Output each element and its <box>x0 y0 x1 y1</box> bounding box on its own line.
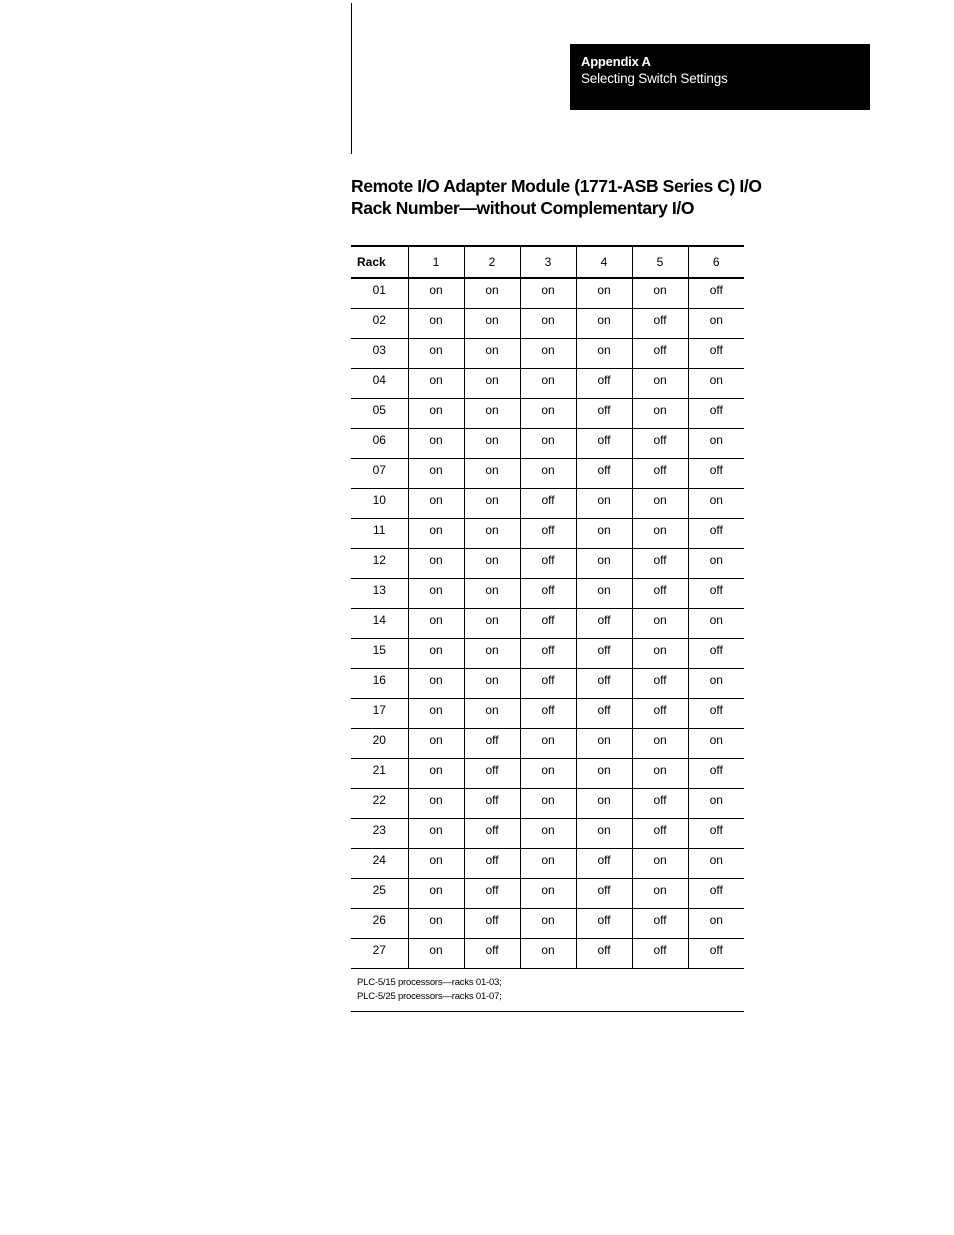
table-body <box>351 278 744 968</box>
switch-setting-cell: on <box>520 368 576 398</box>
switch-setting-cell: on <box>408 698 464 728</box>
switch-setting-cell: off <box>576 938 632 968</box>
rack-number-cell: 04 <box>372 373 386 387</box>
table-row <box>351 548 744 578</box>
switch-setting-cell: on <box>464 488 520 518</box>
switch-setting-cell: on <box>408 878 464 908</box>
switch-setting-cell: on <box>464 428 520 458</box>
switch-setting-cell: on <box>408 788 464 818</box>
rack-number-cell: 17 <box>372 703 386 717</box>
table-row <box>351 938 744 968</box>
switch-setting-cell: on <box>632 278 688 308</box>
switch-setting-cell: on <box>576 338 632 368</box>
switch-setting-cell: on <box>688 908 744 938</box>
switch-setting-cell: on <box>576 758 632 788</box>
switch-setting-cell: on <box>632 878 688 908</box>
switch-setting-cell: on <box>576 488 632 518</box>
switch-setting-cell: off <box>688 518 744 548</box>
rack-number-cell: 25 <box>372 883 386 897</box>
rack-number-cell: 02 <box>372 313 386 327</box>
switch-setting-cell: on <box>464 398 520 428</box>
rack-number-cell: 22 <box>372 793 386 807</box>
column-header-switch-1: 1 <box>408 246 464 278</box>
switch-setting-cell: on <box>408 278 464 308</box>
switch-setting-cell: on <box>408 938 464 968</box>
section-label: Selecting Switch Settings <box>581 71 728 86</box>
switch-setting-cell: on <box>632 758 688 788</box>
switch-setting-cell: on <box>520 908 576 938</box>
table-row <box>351 578 744 608</box>
switch-setting-cell: off <box>576 398 632 428</box>
switch-setting-cell: on <box>576 548 632 578</box>
rack-number-cell: 24 <box>372 853 386 867</box>
switch-setting-cell: off <box>576 878 632 908</box>
switch-setting-cell: on <box>688 848 744 878</box>
switch-setting-cell: on <box>408 458 464 488</box>
switch-setting-cell: on <box>408 368 464 398</box>
switch-setting-cell: off <box>632 428 688 458</box>
switch-setting-cell: on <box>464 578 520 608</box>
column-header-switch-3: 3 <box>520 246 576 278</box>
switch-setting-cell: on <box>632 398 688 428</box>
switch-setting-cell: on <box>408 758 464 788</box>
switch-setting-cell: on <box>632 728 688 758</box>
switch-setting-cell: off <box>688 938 744 968</box>
margin-rule <box>351 3 352 154</box>
switch-setting-cell: on <box>408 548 464 578</box>
table-row <box>351 368 744 398</box>
switch-setting-cell: on <box>464 548 520 578</box>
switch-setting-cell: on <box>464 668 520 698</box>
switch-setting-cell: on <box>632 608 688 638</box>
rack-number-cell: 12 <box>372 553 386 567</box>
rack-number-cell: 01 <box>372 283 386 298</box>
switch-setting-cell: on <box>520 938 576 968</box>
switch-setting-cell: on <box>632 488 688 518</box>
rack-number-cell: 14 <box>372 613 386 627</box>
switch-setting-cell: off <box>464 878 520 908</box>
switch-setting-cell: off <box>576 428 632 458</box>
appendix-label: Appendix A <box>581 54 651 69</box>
table-row <box>351 428 744 458</box>
switch-setting-cell: on <box>408 428 464 458</box>
switch-setting-cell: off <box>576 848 632 878</box>
rack-number-cell: 27 <box>372 943 386 957</box>
footnote-line: PLC-5/15 processors—racks 01-03; <box>357 977 502 988</box>
switch-setting-cell: off <box>688 278 744 308</box>
table-row <box>351 398 744 428</box>
table-row <box>351 848 744 878</box>
switch-setting-cell: off <box>576 638 632 668</box>
table-row <box>351 608 744 638</box>
switch-setting-cell: on <box>632 518 688 548</box>
switch-setting-cell: off <box>688 458 744 488</box>
switch-setting-cell: off <box>576 698 632 728</box>
switch-setting-cell: on <box>632 368 688 398</box>
column-header-switch-2: 2 <box>464 246 520 278</box>
switch-setting-cell: on <box>520 308 576 338</box>
switch-setting-cell: on <box>576 788 632 818</box>
column-header-switch-4: 4 <box>576 246 632 278</box>
table-row <box>351 728 744 758</box>
switch-setting-cell: off <box>688 578 744 608</box>
switch-setting-cell: on <box>688 728 744 758</box>
table-row <box>351 878 744 908</box>
switch-setting-cell: off <box>632 338 688 368</box>
switch-setting-cell: off <box>464 908 520 938</box>
switch-setting-cell: on <box>408 848 464 878</box>
table-row <box>351 278 744 308</box>
switch-setting-cell: on <box>464 608 520 638</box>
rack-number-cell: 07 <box>372 463 386 477</box>
switch-setting-cell: off <box>632 548 688 578</box>
column-header-switch-6: 6 <box>688 246 744 278</box>
switch-setting-cell: off <box>632 308 688 338</box>
switch-setting-cell: off <box>688 758 744 788</box>
switch-setting-cell: on <box>520 428 576 458</box>
switch-setting-cell: on <box>688 308 744 338</box>
switch-setting-cell: on <box>464 638 520 668</box>
switch-setting-cell: on <box>408 338 464 368</box>
switch-setting-cell: on <box>520 728 576 758</box>
switch-setting-cell: on <box>576 578 632 608</box>
switch-setting-cell: off <box>576 368 632 398</box>
table-row <box>351 788 744 818</box>
switch-setting-cell: on <box>688 368 744 398</box>
switch-setting-cell: off <box>520 518 576 548</box>
switch-setting-cell: off <box>688 638 744 668</box>
switch-setting-cell: off <box>464 818 520 848</box>
switch-setting-cell: on <box>408 908 464 938</box>
switch-setting-cell: off <box>632 578 688 608</box>
rack-number-cell: 03 <box>372 343 386 357</box>
table-row <box>351 458 744 488</box>
switch-setting-cell: off <box>464 788 520 818</box>
switch-setting-cell: on <box>464 698 520 728</box>
switch-setting-cell: off <box>632 818 688 848</box>
table-row <box>351 818 744 848</box>
switch-setting-cell: off <box>520 638 576 668</box>
switch-setting-cell: on <box>688 608 744 638</box>
switch-setting-cell: off <box>632 698 688 728</box>
switch-setting-cell: on <box>464 368 520 398</box>
switch-setting-cell: off <box>520 548 576 578</box>
switch-setting-cell: on <box>632 848 688 878</box>
switch-setting-cell: off <box>688 818 744 848</box>
switch-setting-cell: off <box>576 908 632 938</box>
switch-setting-cell: off <box>520 488 576 518</box>
rack-number-cell: 20 <box>372 733 386 747</box>
switch-setting-cell: on <box>408 728 464 758</box>
rack-number-cell: 21 <box>372 763 386 777</box>
footnote-line: PLC-5/25 processors—racks 01-07; <box>357 991 502 1002</box>
table-row <box>351 308 744 338</box>
switch-setting-cell: on <box>408 398 464 428</box>
rack-number-cell: 15 <box>372 643 386 657</box>
switch-setting-cell: on <box>520 398 576 428</box>
switch-setting-cell: off <box>464 758 520 788</box>
switch-setting-cell: on <box>576 308 632 338</box>
switch-setting-cell: on <box>464 338 520 368</box>
table-row <box>351 518 744 548</box>
switch-setting-cell: on <box>520 788 576 818</box>
switch-setting-cell: on <box>408 518 464 548</box>
switch-setting-cell: on <box>408 608 464 638</box>
switch-setting-cell: on <box>520 278 576 308</box>
switch-setting-cell: off <box>576 668 632 698</box>
switch-setting-cell: on <box>408 488 464 518</box>
switch-setting-cell: off <box>576 608 632 638</box>
rack-number-cell: 16 <box>372 673 386 687</box>
switch-setting-cell: on <box>688 488 744 518</box>
table-row <box>351 488 744 518</box>
rack-number-cell: 06 <box>372 433 386 447</box>
column-header-rack: Rack <box>357 255 386 269</box>
switch-setting-cell: off <box>520 698 576 728</box>
switch-setting-cell: off <box>632 458 688 488</box>
rack-number-cell: 11 <box>373 523 386 537</box>
switch-setting-cell: on <box>688 548 744 578</box>
switch-setting-cell: on <box>520 758 576 788</box>
rack-number-cell: 26 <box>372 913 386 927</box>
switch-setting-cell: on <box>464 278 520 308</box>
switch-setting-cell: off <box>520 668 576 698</box>
rack-number-cell: 10 <box>372 493 386 507</box>
switch-setting-cell: on <box>688 788 744 818</box>
switch-setting-cell: off <box>464 938 520 968</box>
running-header <box>570 44 870 110</box>
table-row <box>351 668 744 698</box>
switch-setting-cell: off <box>464 848 520 878</box>
switch-setting-cell: on <box>520 818 576 848</box>
switch-setting-cell: off <box>688 398 744 428</box>
switch-setting-cell: on <box>408 308 464 338</box>
table-row <box>351 908 744 938</box>
switch-setting-cell: on <box>520 458 576 488</box>
switch-setting-cell: on <box>520 338 576 368</box>
switch-setting-cell: off <box>576 458 632 488</box>
switch-setting-cell: on <box>408 668 464 698</box>
switch-setting-cell: off <box>632 788 688 818</box>
switch-setting-cell: off <box>632 908 688 938</box>
switch-setting-cell: on <box>520 848 576 878</box>
rack-number-cell: 23 <box>372 823 386 837</box>
table-row <box>351 638 744 668</box>
switch-setting-cell: off <box>632 668 688 698</box>
rack-number-cell: 13 <box>372 583 386 597</box>
table-header-row <box>351 246 744 278</box>
switch-setting-cell: on <box>408 818 464 848</box>
switch-setting-cell: on <box>632 638 688 668</box>
switch-setting-cell: off <box>688 698 744 728</box>
switch-setting-cell: on <box>408 638 464 668</box>
switch-setting-cell: on <box>464 458 520 488</box>
table-row <box>351 338 744 368</box>
column-header-switch-5: 5 <box>632 246 688 278</box>
table-row <box>351 758 744 788</box>
rack-switch-table <box>351 245 744 969</box>
switch-setting-cell: on <box>688 428 744 458</box>
switch-setting-cell: on <box>464 518 520 548</box>
switch-setting-cell: off <box>464 728 520 758</box>
table-row <box>351 698 744 728</box>
rack-number-cell: 05 <box>372 403 386 417</box>
switch-setting-cell: on <box>576 518 632 548</box>
switch-setting-cell: off <box>632 938 688 968</box>
switch-setting-cell: on <box>688 668 744 698</box>
switch-setting-cell: on <box>576 278 632 308</box>
page-title: Remote I/O Adapter Module (1771-ASB Series C) I/O Rack Number—without Complementary I/O <box>351 176 762 218</box>
switch-setting-cell: on <box>576 728 632 758</box>
switch-setting-cell: on <box>408 578 464 608</box>
switch-setting-cell: on <box>520 878 576 908</box>
table-footnote <box>351 972 744 1012</box>
switch-setting-cell: on <box>576 818 632 848</box>
switch-setting-cell: off <box>520 578 576 608</box>
switch-setting-cell: off <box>520 608 576 638</box>
switch-setting-cell: off <box>688 338 744 368</box>
switch-setting-cell: off <box>688 878 744 908</box>
switch-setting-cell: on <box>464 308 520 338</box>
